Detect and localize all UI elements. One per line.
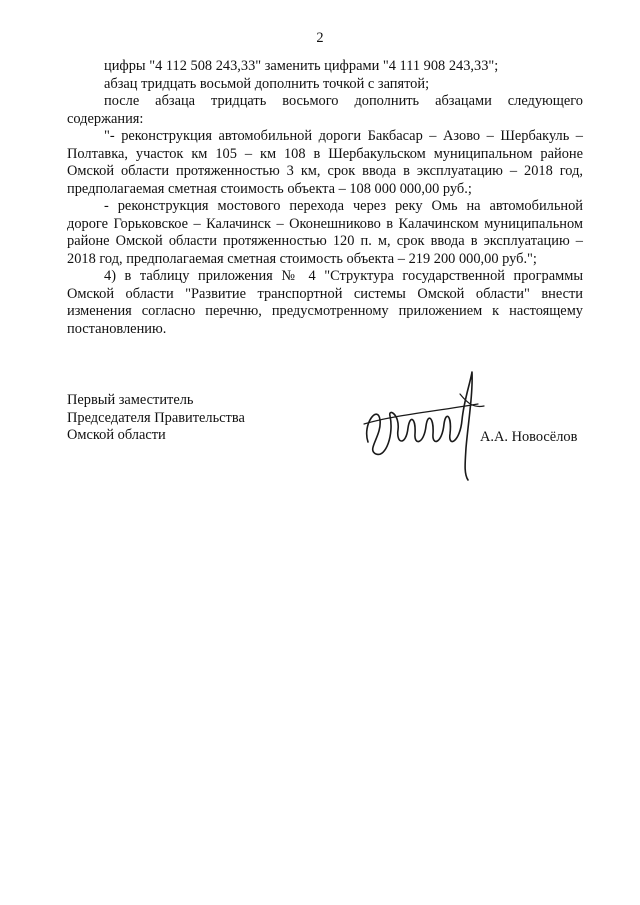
signatory-title-line-2: Председателя Правительства (67, 409, 245, 426)
signatory-title-line-1: Первый заместитель (67, 392, 194, 408)
paragraph-bridge-reconstruction: - реконструкция мостового перехода через реку Омь на автомобильной дороге Горьковское – Калачинск – Оконешниково в Калачинском муниципальном районе Омской области протяженностью 120 п. м, срок ввода в эксплуатацию – 2018 год, предполагаемая сметная стоимость объекта – 219 200 000,00 руб."; (67, 198, 583, 267)
handwritten-signature (360, 364, 500, 484)
signatory-title-line-3: Омской области (67, 427, 166, 443)
paragraph-38-semicolon: абзац тридцать восьмой дополнить точкой с запятой; (104, 75, 430, 92)
page-number: 2 (316, 30, 324, 46)
paragraph-add-after-38: после абзаца тридцать восьмого дополнить абзацами следующего содержания: (67, 93, 583, 127)
signer-name: А.А. Новосёлов (480, 429, 578, 445)
paragraph-table-appendix-4: 4) в таблицу приложения № 4 "Структура государственной программы Омской области "Развитие транспортной системы Омской области" внести изменения согласно перечню, предусмотренному приложением к настоящему постановлению. (67, 268, 583, 337)
signatory-title (67, 392, 245, 445)
paragraph-digits-replacement: цифры "4 112 508 243,33" заменить цифрами "4 111 908 243,33"; (104, 58, 499, 74)
paragraph-road-reconstruction: "- реконструкция автомобильной дороги Бакбасар – Азово – Шербакуль – Полтавка, участок км 105 – км 108 в Шербакульском муниципальном районе Омской области протяженностью 3 км, срок ввода в эксплуатацию – 2018 год, предполагаемая сметная стоимость объекта – 108 000 000,00 руб.; (67, 128, 583, 197)
document-body (67, 58, 583, 338)
